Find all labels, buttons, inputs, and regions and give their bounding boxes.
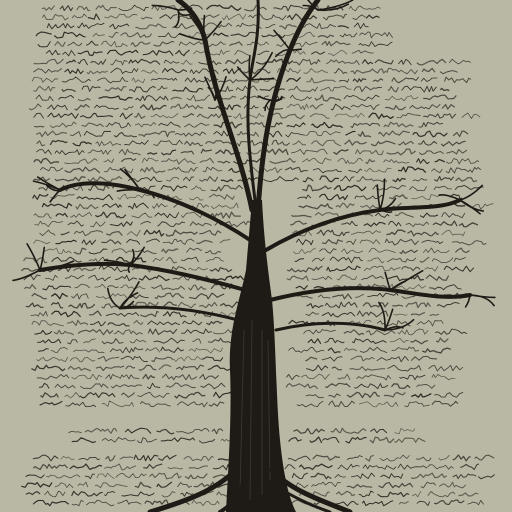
twig [290, 49, 301, 50]
twig [249, 56, 250, 80]
handwriting-scribble [147, 153, 157, 154]
